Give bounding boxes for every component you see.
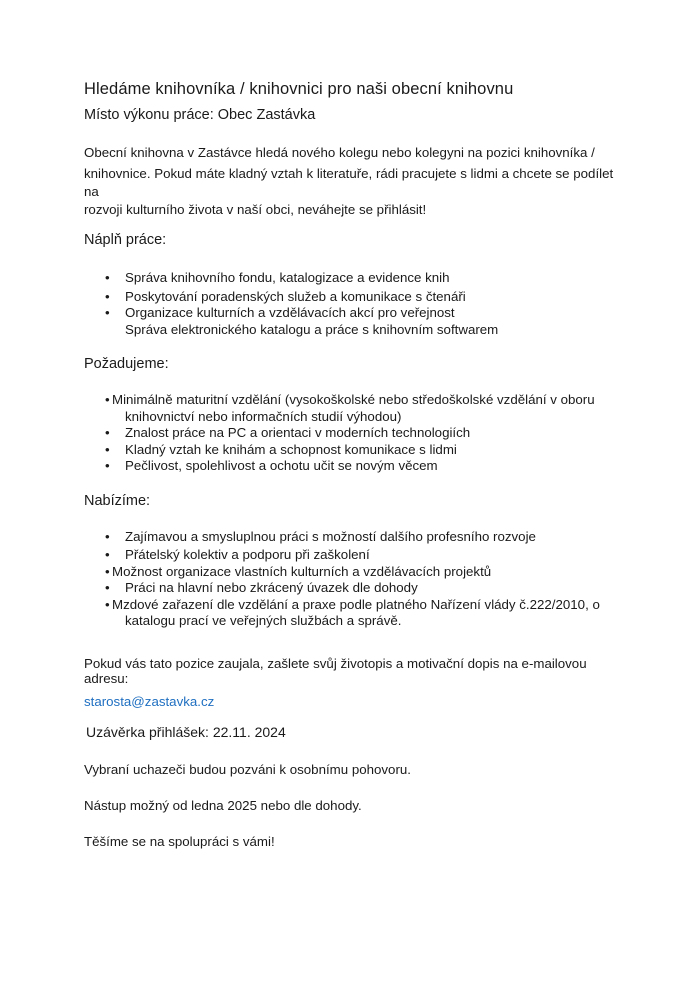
list-item <box>84 409 624 426</box>
list-item-text: Zajímavou a smysluplnou práci s možností dalšího profesního rozvoje <box>125 528 536 544</box>
bullet-icon: • <box>105 528 110 544</box>
list-item-text: Přátelský kolektiv a podporu při zaškolení <box>125 547 370 562</box>
list-item <box>84 270 624 287</box>
offer-heading: Nabízíme: <box>84 492 151 509</box>
offer-list <box>84 529 624 630</box>
list-item <box>84 458 624 475</box>
intro-line: Obecní knihovna v Zastávce hledá nového kolegu nebo kolegyni na pozici knihovníka / <box>84 145 595 160</box>
list-item-text: Organizace kulturních a vzdělávacích akcí pro veřejnost <box>125 305 455 320</box>
intro-line: rozvoji kulturního života v naší obci, neváhejte se přihlásit! <box>84 202 427 217</box>
list-item-text: Pečlivost, spolehlivost a ochotu učit se novým věcem <box>125 458 438 473</box>
list-item <box>84 442 624 459</box>
list-item-text: Mzdové zařazení dle vzdělání a praxe podle platného Nařízení vlády č.222/2010, o <box>112 596 600 612</box>
duties-list <box>84 270 624 338</box>
application-deadline: Uzávěrka přihlášek: 22.11. 2024 <box>86 723 286 740</box>
duties-heading: Náplň práce: <box>84 232 167 248</box>
start-date-note: Nástup možný od ledna 2025 nebo dle dohody. <box>84 797 362 813</box>
list-item <box>84 547 624 564</box>
list-item-text: katalogu prací ve veřejných službách a správě. <box>125 613 402 628</box>
bullet-icon: • <box>105 563 110 579</box>
requirements-heading: Požadujeme: <box>84 356 169 372</box>
list-item-text: Kladný vztah ke knihám a schopnost komunikace s lidmi <box>125 441 457 457</box>
bullet-icon: • <box>105 596 110 612</box>
intro-line: knihovnice. Pokud máte kladný vztah k literatuře, rádi pracujete s lidmi a chcete se podílet na <box>84 166 614 199</box>
list-item <box>84 529 624 546</box>
bullet-icon: • <box>105 580 110 595</box>
list-item <box>84 425 624 442</box>
list-item-text: knihovnictví nebo informačních studií výhodou) <box>125 408 402 424</box>
list-item-text: Možnost organizace vlastních kulturních a vzdělávacích projektů <box>112 563 492 579</box>
list-item-text: Minimálně maturitní vzdělání (vysokoškolské nebo středoškolské vzdělání v oboru <box>112 392 595 407</box>
interview-note: Vybraní uchazeči budou pozváni k osobnímu pohovoru. <box>84 761 411 777</box>
list-item <box>84 564 624 581</box>
list-item <box>84 322 624 339</box>
bullet-icon: • <box>105 458 110 473</box>
bullet-icon: • <box>105 547 110 562</box>
intro-paragraph <box>84 144 624 219</box>
job-location: Místo výkonu práce: Obec Zastávka <box>84 107 316 123</box>
page-title: Hledáme knihovníka / knihovnici pro naši obecní knihovnu <box>84 80 514 98</box>
list-item <box>84 305 624 322</box>
closing-note: Těšíme se na spolupráci s vámi! <box>84 833 275 849</box>
list-item-text: Správa elektronického katalogu a práce s knihovním softwarem <box>125 321 499 337</box>
email-link[interactable]: starosta@zastavka.cz <box>84 693 215 709</box>
bullet-icon: • <box>105 441 110 457</box>
list-item <box>84 392 624 409</box>
requirements-list <box>84 392 624 475</box>
bullet-icon: • <box>105 425 110 440</box>
list-item <box>84 289 624 306</box>
list-item-text: Práci na hlavní nebo zkrácený úvazek dle dohody <box>125 580 418 595</box>
bullet-icon: • <box>105 270 110 285</box>
list-item-text: Správa knihovního fondu, katalogizace a evidence knih <box>125 270 450 285</box>
list-item <box>84 597 624 614</box>
list-item <box>84 613 624 630</box>
bullet-icon: • <box>105 392 110 407</box>
job-posting-document <box>84 80 624 849</box>
list-item-text: Znalost práce na PC a orientaci v moderních technologiích <box>125 425 471 440</box>
bullet-icon: • <box>105 288 110 304</box>
contact-text: Pokud vás tato pozice zaujala, zašlete svůj životopis a motivační dopis na e-mailovou adresu: <box>84 655 587 686</box>
list-item <box>84 580 624 597</box>
list-item-text: Poskytování poradenských služeb a komunikace s čtenáři <box>125 288 466 304</box>
bullet-icon: • <box>105 305 110 320</box>
